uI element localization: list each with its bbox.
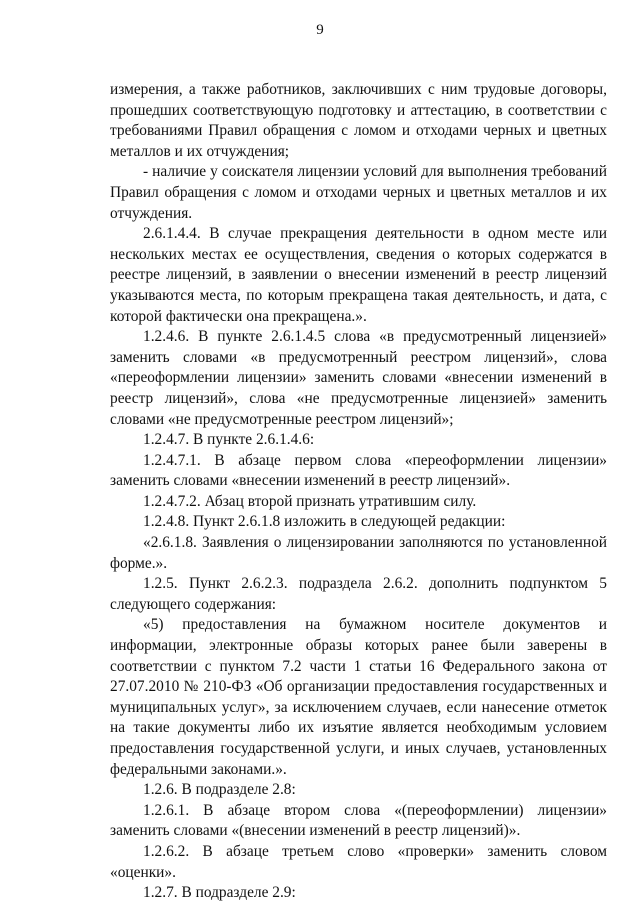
- paragraph: «5) предоставления на бумажном носителе документов и информации, электронные образы которых ранее были заверены в соответствии с пунктом 7.2 части 1 статьи 16 Федерального закона от 27.07.2010 № 210-ФЗ «Об организации предоставления государственных и муниципальных услуг», за исключением случаев, если нанесение отметок на такие документы либо их изъятие является необходимым условием предоставления государственной услуги, и иных случаев, установленных федеральными законами.».: [110, 616, 607, 778]
- paragraph: 2.6.1.4.4. В случае прекращения деятельности в одном месте или нескольких местах ее осуществления, сведения о которых содержатся в реестре лицензий, в заявлении о внесении изменений в реестр лицензий указываются места, по которым прекращена такая деятельность, и дата, с которой фактически она прекращена.».: [110, 225, 607, 325]
- paragraph: 1.2.4.7.2. Абзац второй признать утратившим силу.: [143, 492, 477, 510]
- document-body: [110, 80, 607, 904]
- paragraph: 1.2.5. Пункт 2.6.2.3. подраздела 2.6.2. дополнить подпунктом 5 следующего содержания:: [110, 575, 607, 613]
- paragraph: 1.2.6.1. В абзаце втором слова «(переоформлении) лицензии» заменить словами «(внесении изменений в реестр лицензий)».: [110, 801, 607, 840]
- paragraph: 1.2.4.7. В пункте 2.6.1.4.6:: [143, 431, 315, 449]
- paragraph: 1.2.4.6. В пункте 2.6.1.4.5 слова «в предусмотренный лицензией» заменить словами «в предусмотренный реестром лицензий», слова «переоформлении лицензии» заменить словами «внесении изменений в реестр лицензий», слова «не предусмотренные лицензией» заменить словами «не предусмотренные реестром лицензий»;: [110, 328, 607, 428]
- paragraph: 1.2.6. В подразделе 2.8:: [143, 781, 296, 799]
- paragraph: 1.2.4.8. Пункт 2.6.1.8 изложить в следующей редакции:: [143, 513, 506, 531]
- paragraph: «2.6.1.8. Заявления о лицензировании заполняются по установленной форме.».: [110, 534, 607, 572]
- page-number: 9: [316, 22, 324, 38]
- paragraph: 1.2.6.2. В абзаце третьем слово «проверки» заменить словом «оценки».: [110, 842, 607, 881]
- paragraph: 1.2.7. В подразделе 2.9:: [143, 884, 296, 902]
- paragraph: 1.2.4.7.1. В абзаце первом слова «переоформлении лицензии» заменить словами «внесении изменений в реестр лицензий».: [110, 451, 607, 490]
- paragraph: измерения, а также работников, заключивших с ним трудовые договоры, прошедших соответствующую подготовку и аттестацию, в соответствии с требованиями Правил обращения с ломом и отходами черных и цветных металлов и их отчуждения;: [110, 81, 607, 160]
- paragraph: - наличие у соискателя лицензии условий для выполнения требований Правил обращения с ломом и отходами черных и цветных металлов и их отчуждения.: [110, 163, 607, 222]
